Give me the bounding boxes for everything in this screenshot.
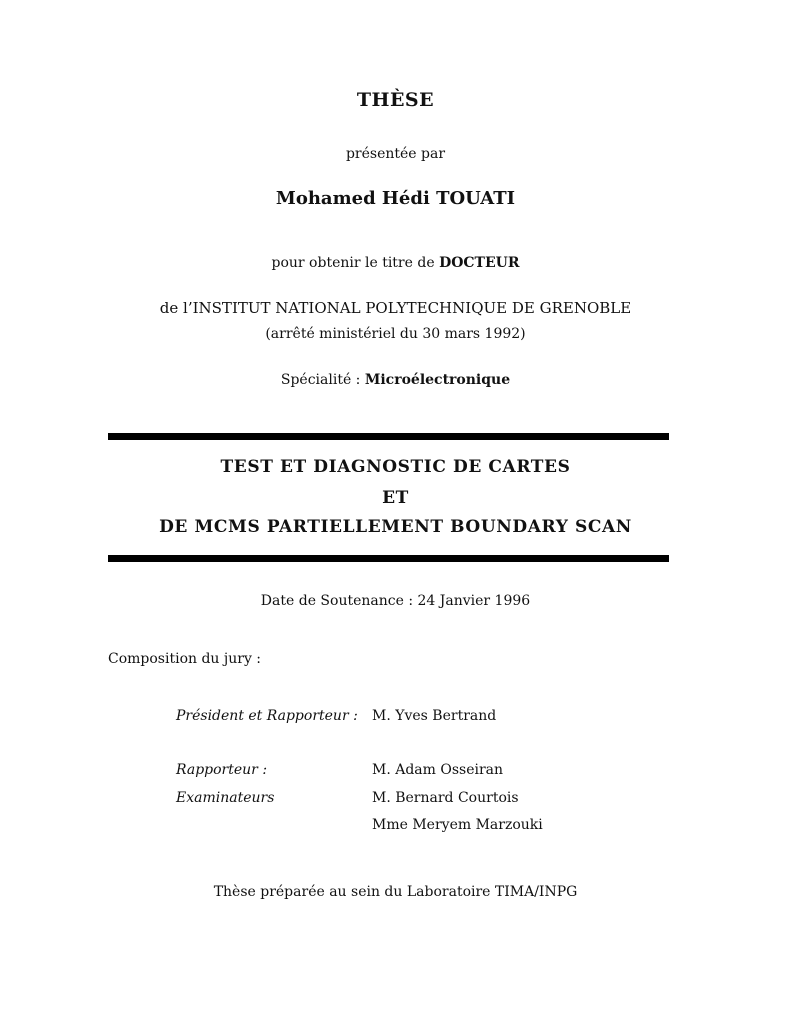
thesis-title-line-3: DE MCMS PARTIELLEMENT BOUNDARY SCAN [159, 517, 632, 537]
jury-member: M. Adam Osseiran [372, 762, 504, 778]
presented-by-text: présentée par [345, 146, 446, 162]
jury-member: Mme Meryem Marzouki [372, 817, 543, 833]
title-top-rule [108, 433, 669, 440]
jury-member: M. Bernard Courtois [372, 790, 519, 806]
jury-role: Président et Rapporteur : [176, 708, 358, 724]
jury-member: M. Yves Bertrand [372, 708, 497, 724]
document-type-heading: THÈSE [356, 89, 435, 111]
jury-role: Examinateurs [176, 790, 275, 806]
specialty-value: Microélectronique [364, 372, 511, 388]
degree-line [0, 255, 791, 271]
decree-note: (arrêté ministériel du 30 mars 1992) [265, 326, 526, 342]
specialty-line [0, 372, 791, 388]
laboratory-note: Thèse préparée au sein du Laboratoire TIMA/INPG [213, 884, 578, 900]
thesis-title-line-1: TEST ET DIAGNOSTIC DE CARTES [220, 457, 571, 477]
title-bottom-rule [108, 555, 669, 562]
defense-date: Date de Soutenance : 24 Janvier 1996 [260, 593, 531, 609]
specialty-prefix: Spécialité : [280, 372, 365, 388]
degree-name: DOCTEUR [439, 255, 520, 271]
jury-heading: Composition du jury : [108, 651, 262, 667]
degree-prefix: pour obtenir le titre de [271, 255, 440, 271]
institution-name: de l’INSTITUT NATIONAL POLYTECHNIQUE DE GRENOBLE [159, 299, 632, 317]
thesis-title-line-2: ET [382, 488, 409, 508]
jury-role: Rapporteur : [176, 762, 268, 778]
author-name: Mohamed Hédi TOUATI [275, 188, 516, 209]
